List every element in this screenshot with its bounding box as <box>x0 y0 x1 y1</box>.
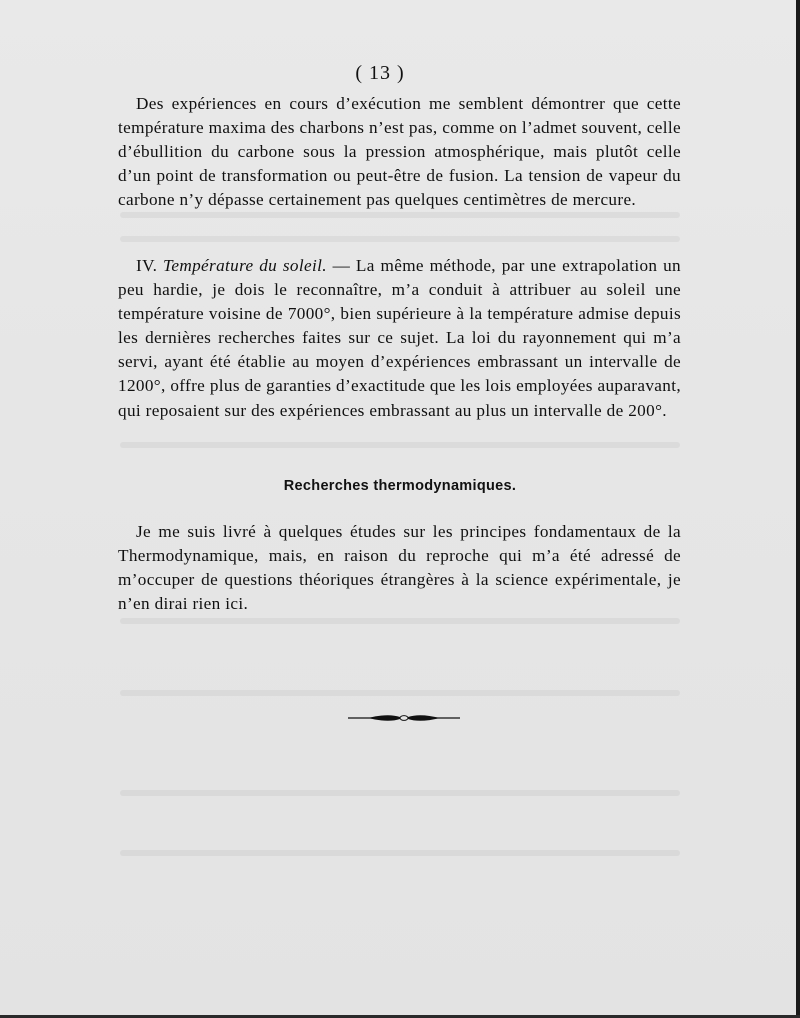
paragraph-section-iv <box>118 254 681 423</box>
paragraph-intro <box>118 92 681 212</box>
bleed-through-shadow <box>120 212 680 218</box>
section-heading: Recherches thermodynamiques. <box>283 478 517 494</box>
section-body: — La même méthode, par une extrapolation un peu hardie, je dois le reconnaître, m’a conduit à attribuer au soleil une température voisine de 7000°, bien supérieure à la température admise depuis les dernières recherches faites sur ce sujet. La loi du rayonnement qui m’a servi, ayant été établie au moyen d’expériences embrassant un intervalle de 1200°, offre plus de garanties d’exactitude que les lois employées auparavant, qui reposaient sur des expériences embrassant au plus un intervalle de 200°. <box>118 256 681 420</box>
section-number: IV. <box>136 256 158 275</box>
scan-edge-right <box>796 0 800 1018</box>
bleed-through-shadow <box>120 236 680 242</box>
bleed-through-shadow <box>120 790 680 796</box>
paragraph-section-iv-text <box>118 254 681 423</box>
bleed-through-shadow <box>120 690 680 696</box>
bleed-through-shadow <box>120 850 680 856</box>
bleed-through-shadow <box>120 618 680 624</box>
paragraph-thermodynamics <box>118 520 681 616</box>
section-title: Température du soleil. <box>163 256 327 275</box>
paragraph-thermodynamics-text: Je me suis livré à quelques études sur les principes fondamentaux de la Thermodynamique, mais, en raison du reproche qui m’a été adressé de m’occuper de questions théoriques étrangères à la science expérimentale, je n’en dirai rien ici. <box>118 522 681 614</box>
decorative-rule-ornament <box>348 708 460 728</box>
page-number: ( 13 ) <box>355 62 405 84</box>
bleed-through-shadow <box>120 442 680 448</box>
paragraph-intro-text: Des expériences en cours d’exécution me semblent démontrer que cette température maxima des charbons n’est pas, comme on l’admet souvent, celle d’ébullition du carbone sous la pression atmosphérique, mais plutôt celle d’un point de transformation ou peut-être de fusion. La tension de vapeur du carbone n’y dépasse certainement pas quelques centimètres de mercure. <box>118 94 681 210</box>
